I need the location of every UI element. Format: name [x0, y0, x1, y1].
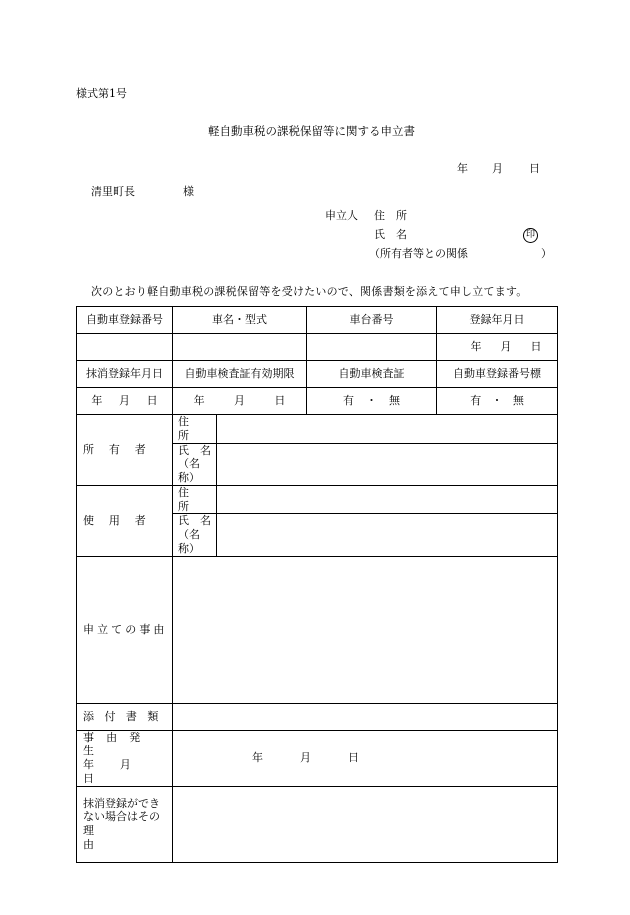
- application-form-table: [76, 306, 558, 863]
- intro-text: 次のとおり軽自動車税の課税保留等を受けたいので、関係書類を添えて申し立てます。: [91, 285, 528, 298]
- owner-address-label: 住所: [178, 415, 236, 442]
- owner-name-field[interactable]: [217, 443, 558, 485]
- cannot-cancel-line1: 抹消登録ができ: [83, 796, 160, 810]
- addressee-name: 清里町長: [91, 185, 135, 198]
- user-address-label-cell: [173, 485, 236, 514]
- cannot-cancel-line2: ない場合はその: [83, 810, 160, 824]
- cert-yes[interactable]: 有: [343, 394, 355, 408]
- attachments-field[interactable]: [173, 703, 558, 730]
- user-address-row: [77, 485, 558, 514]
- applicant-address-label: 住 所: [374, 209, 407, 222]
- relation-close: ）: [541, 247, 552, 260]
- cancel-year: 年: [91, 394, 103, 408]
- user-label-cell: [77, 485, 173, 556]
- date-month: 月: [492, 162, 503, 175]
- occ-day: 日: [348, 751, 359, 765]
- user-label: 使用者: [83, 513, 161, 527]
- occurrence-date-field[interactable]: [173, 730, 558, 786]
- license-plate-field[interactable]: [437, 388, 558, 415]
- owner-label: 所有者: [83, 443, 161, 456]
- plate-dot: ・: [491, 394, 503, 408]
- addressee-honorific: 様: [183, 185, 194, 198]
- header-cancellation-date: 抹消登録年月日: [77, 361, 173, 388]
- seal-mark: 印: [523, 228, 538, 243]
- cannot-cancel-field[interactable]: [173, 786, 558, 862]
- cannot-cancel-line3: 理由: [83, 824, 145, 851]
- header-row-2: [77, 361, 558, 388]
- reason-field[interactable]: [173, 556, 558, 703]
- owner-address-row: [77, 415, 558, 444]
- occurrence-label-line1: 事由発生: [83, 730, 153, 758]
- cancellation-date-field[interactable]: [77, 388, 173, 415]
- cancel-day: 日: [146, 394, 158, 408]
- user-name-label: 氏 名（名 称）: [173, 514, 217, 556]
- registration-number-field[interactable]: [77, 334, 173, 361]
- reason-label: 申立ての事由: [77, 556, 173, 703]
- header-chassis-number: 車台番号: [307, 307, 437, 334]
- reg-month: 月: [500, 340, 512, 354]
- user-address-label: 住所: [178, 485, 236, 513]
- occurrence-row: [77, 730, 558, 786]
- user-name-field[interactable]: [217, 514, 558, 556]
- user-address-field[interactable]: [217, 485, 558, 514]
- form-number: 様式第1号: [76, 87, 127, 100]
- header-registration-number: 自動車登録番号: [77, 307, 173, 334]
- value-row-1: [77, 334, 558, 361]
- header-inspection-certificate: 自動車検査証: [307, 361, 437, 388]
- date-day: 日: [529, 162, 540, 175]
- date-year: 年: [457, 162, 468, 175]
- cannot-cancel-label-cell: [77, 786, 173, 862]
- attachments-row: [77, 703, 558, 730]
- cert-dot: ・: [366, 394, 378, 408]
- cancel-month: 月: [118, 394, 130, 408]
- applicant-label: 申立人: [325, 209, 358, 222]
- owner-label-cell: [77, 415, 173, 486]
- applicant-name-label: 氏 名: [374, 228, 407, 241]
- inspection-certificate-field[interactable]: [307, 388, 437, 415]
- expiry-day: 日: [274, 394, 286, 408]
- cert-no[interactable]: 無: [389, 394, 401, 408]
- plate-yes[interactable]: 有: [470, 394, 482, 408]
- reg-year: 年: [470, 340, 482, 354]
- reg-day: 日: [530, 340, 542, 354]
- occurrence-label-line2: 年月日: [83, 758, 157, 785]
- header-inspection-expiry: 自動車検査証有効期限: [173, 361, 307, 388]
- owner-address-field[interactable]: [217, 415, 558, 444]
- plate-no[interactable]: 無: [512, 394, 524, 408]
- owner-address-label-cell: [173, 415, 236, 444]
- inspection-expiry-field[interactable]: [173, 388, 307, 415]
- make-model-field[interactable]: [173, 334, 307, 361]
- chassis-number-field[interactable]: [307, 334, 437, 361]
- value-row-2: [77, 388, 558, 415]
- expiry-month: 月: [234, 394, 246, 408]
- reason-row: [77, 556, 558, 703]
- expiry-year: 年: [193, 394, 205, 408]
- header-license-plate: 自動車登録番号標: [437, 361, 558, 388]
- cannot-cancel-row: [77, 786, 558, 862]
- registration-date-field[interactable]: [437, 334, 558, 361]
- relation-open: （所有者等との関係: [369, 247, 468, 260]
- occ-month: 月: [300, 751, 311, 765]
- header-row-1: [77, 307, 558, 334]
- occ-year: 年: [252, 751, 263, 765]
- header-registration-date: 登録年月日: [437, 307, 558, 334]
- occurrence-label-cell: [77, 730, 173, 786]
- attachments-label: 添付書類: [77, 703, 173, 730]
- owner-name-label: 氏 名（名 称）: [173, 443, 217, 485]
- document-title: 軽自動車税の課税保留等に関する申立書: [208, 124, 415, 138]
- header-make-model: 車名・型式: [173, 307, 307, 334]
